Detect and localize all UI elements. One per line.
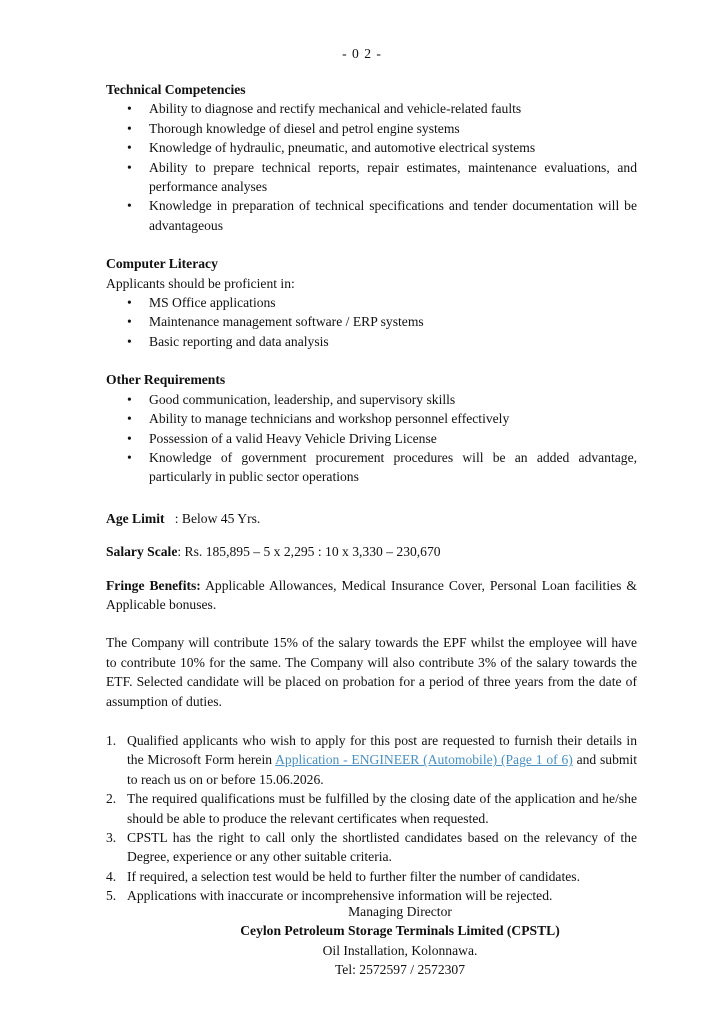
salary-scale-row: [106, 542, 637, 561]
list-item: • Good communication, leadership, and supervisory skills: [106, 390, 637, 409]
company-address: Oil Installation, Kolonnawa.: [322, 942, 478, 958]
document-body: [106, 80, 637, 906]
list-item: • Ability to prepare technical reports, repair estimates, maintenance evaluations, and performance analyses: [106, 158, 637, 197]
instruction-text: Applications with inaccurate or incomprehensive information will be rejected.: [127, 888, 553, 904]
list-item: [106, 789, 637, 828]
list-item: [106, 731, 637, 789]
list-item: • Possession of a valid Heavy Vehicle Driving License: [106, 429, 637, 448]
technical-competencies-list: [106, 99, 637, 235]
list-item-number: 3.: [106, 830, 117, 845]
other-requirements-list: [106, 390, 637, 487]
list-item: • Knowledge of hydraulic, pneumatic, and automotive electrical systems: [106, 138, 637, 157]
instruction-text: CPSTL has the right to call only the shortlisted candidates based on the relevancy of the Degree, experience or any other suitable criteria.: [127, 830, 637, 865]
computer-literacy-section: [106, 254, 637, 351]
list-item: • Thorough knowledge of diesel and petrol engine systems: [106, 119, 637, 138]
age-limit-value: : Below 45 Yrs.: [174, 510, 261, 526]
fringe-benefits-value: Applicable Allowances, Medical Insurance Cover, Personal Loan facilities & Applicable bonuses.: [106, 577, 637, 612]
technical-competencies-heading: Technical Competencies: [106, 82, 246, 97]
list-item: [106, 828, 637, 867]
application-form-link[interactable]: Application - ENGINEER (Automobile) (Page 1 of 6): [275, 752, 573, 768]
list-item: [106, 867, 637, 886]
fringe-benefits-label: Fringe Benefits:: [106, 577, 201, 593]
contribution-paragraph: The Company will contribute 15% of the salary towards the EPF whilst the employee will have to contribute 10% for the same. The Company will also contribute 3% of the salary towards the ETF. Selected candidate will be placed on probation for a period of three years from the date of assumption of duties.: [106, 635, 637, 709]
page-number: - 0 2 -: [342, 46, 382, 61]
list-item: • Knowledge in preparation of technical specifications and tender documentation will be advantageous: [106, 196, 637, 235]
instruction-text: If required, a selection test would be held to further filter the number of candidates.: [127, 868, 580, 884]
list-item: • Ability to manage technicians and workshop personnel effectively: [106, 409, 637, 428]
company-name: Ceylon Petroleum Storage Terminals Limited (CPSTL): [240, 923, 560, 939]
list-item-number: 4.: [106, 868, 117, 884]
list-item: • MS Office applications: [106, 293, 637, 312]
other-requirements-section: [106, 370, 637, 486]
list-item: • Knowledge of government procurement procedures will be an added advantage, particularly in public sector operations: [106, 448, 637, 487]
instruction-text: and submit to reach us on or before 15.06.2026.: [127, 752, 638, 787]
signature-block: [0, 902, 724, 980]
salary-scale-label: Salary Scale: [106, 544, 178, 560]
fringe-benefits-row: [106, 576, 637, 615]
salary-scale-value: : Rs. 185,895 – 5 x 2,295 : 10 x 3,330 – 230,670: [177, 544, 441, 560]
technical-competencies-section: [106, 80, 637, 235]
company-telephone: Tel: 2572597 / 2572307: [334, 962, 466, 978]
list-item-number: 2.: [106, 791, 117, 807]
signatory-title: Managing Director: [348, 904, 452, 919]
computer-literacy-intro: Applicants should be proficient in:: [106, 275, 295, 291]
list-item: • Maintenance management software / ERP systems: [106, 312, 637, 331]
computer-literacy-heading: Computer Literacy: [106, 256, 218, 272]
list-item-number: 5.: [106, 888, 117, 904]
list-item: • Basic reporting and data analysis: [106, 332, 637, 351]
instruction-text: Qualified applicants who wish to apply for this post are requested to furnish their details in the Microsoft Form herein: [127, 732, 637, 768]
age-limit-label: Age Limit: [106, 510, 165, 526]
list-item-number: 1.: [106, 732, 117, 748]
age-limit-row: [106, 509, 637, 528]
computer-literacy-list: [106, 293, 637, 351]
other-requirements-heading: Other Requirements: [106, 372, 226, 388]
list-item: • Ability to diagnose and rectify mechanical and vehicle-related faults: [106, 99, 637, 118]
instructions-list: [106, 731, 637, 906]
instruction-text: The required qualifications must be fulfilled by the closing date of the application and he/she should be able to produce the relevant certificates when requested.: [127, 791, 637, 826]
